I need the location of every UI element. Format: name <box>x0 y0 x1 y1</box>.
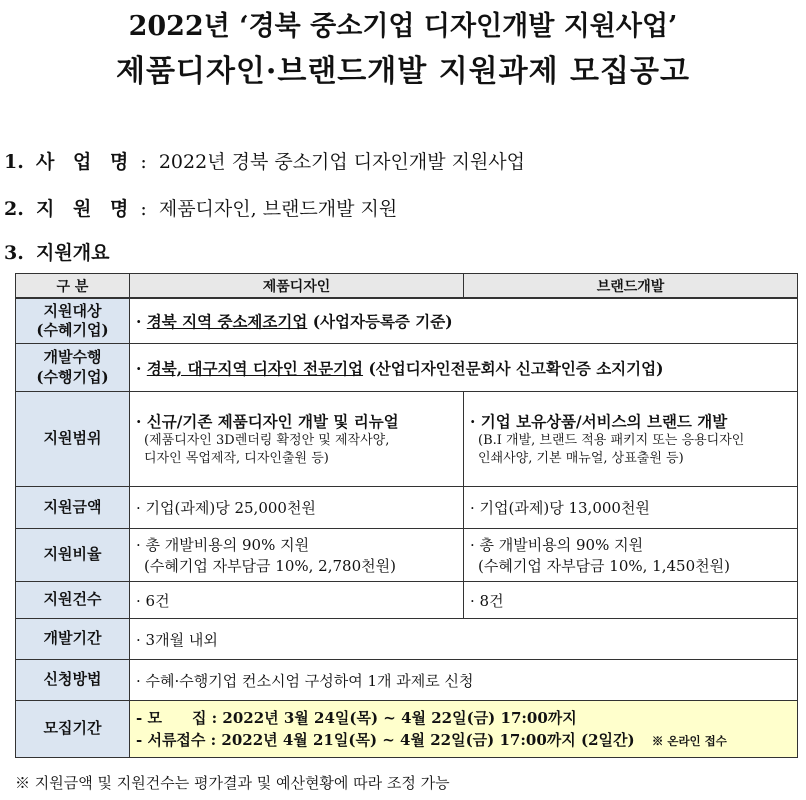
footnote: ※ 지원금액 및 지원건수는 평가결과 및 예산현황에 따라 조정 가능 <box>15 774 450 792</box>
item-overview <box>4 238 109 265</box>
table-row-scope <box>16 392 798 487</box>
scope-product: · 신규/기존 제품디자인 개발 및 리뉴얼 (제품디자인 3D렌더링 확정안 및 제작사양, 디자인 목업제작, 디자인출원 등) <box>130 392 464 487</box>
row-label: 지원대상 (수혜기업) <box>16 298 130 344</box>
overview-table <box>15 273 798 758</box>
item-number: 1. <box>4 151 24 173</box>
item-value: 제품디자인, 브랜드개발 지원 <box>158 198 398 220</box>
amount-product: · 기업(과제)당 25,000천원 <box>130 487 464 529</box>
row-label: 지원금액 <box>16 487 130 529</box>
ratio-product: · 총 개발비용의 90% 지원 (수혜기업 자부담금 10%, 2,780천원) <box>130 529 464 582</box>
count-brand: · 8건 <box>464 582 798 619</box>
recruit-value: - 모 집 : 2022년 3월 24일(목) ~ 4월 22일(금) 17:00까지 - 서류접수 : 2022년 4월 21일(목) ~ 4월 22일(금) 17:00까지 (2일간) ※ 온라인 접수 <box>130 701 798 758</box>
header-product-design: 제품디자인 <box>130 274 464 299</box>
table-row-ratio <box>16 529 798 582</box>
item-separator: : <box>140 198 147 220</box>
title-line-2: 제품디자인·브랜드개발 지원과제 모집공고 <box>116 54 690 89</box>
scope-brand: · 기업 보유상품/서비스의 브랜드 개발 (B.I 개발, 브랜드 적용 패키지 또는 응용디자인 인쇄사양, 기본 매뉴얼, 상표출원 등) <box>464 392 798 487</box>
title-line-1: 2022년 ‘경북 중소기업 디자인개발 지원사업’ <box>128 11 678 42</box>
item-label: 사 업 명 <box>36 151 135 173</box>
table-header-row <box>16 274 798 299</box>
method-value: · 수혜·수행기업 컨소시엄 구성하여 1개 과제로 신청 <box>130 660 798 701</box>
item-number: 2. <box>4 198 24 220</box>
item-business-name <box>4 147 525 174</box>
item-number: 3. <box>4 242 24 264</box>
header-category: 구 분 <box>16 274 130 299</box>
table-row-period <box>16 619 798 660</box>
online-note: ※ 온라인 접수 <box>651 734 727 748</box>
table-row-amount <box>16 487 798 529</box>
item-separator: : <box>140 151 147 173</box>
table-row-recruit <box>16 701 798 758</box>
item-value: 2022년 경북 중소기업 디자인개발 지원사업 <box>158 151 526 173</box>
row-label: 지원비율 <box>16 529 130 582</box>
period-value: · 3개월 내외 <box>130 619 798 660</box>
table-row-count <box>16 582 798 619</box>
row-label: 신청방법 <box>16 660 130 701</box>
count-product: · 6건 <box>130 582 464 619</box>
item-label: 지 원 명 <box>36 198 135 220</box>
row-label: 지원건수 <box>16 582 130 619</box>
row-label: 지원범위 <box>16 392 130 487</box>
row-label: 모집기간 <box>16 701 130 758</box>
row-label: 개발수행 (수행기업) <box>16 344 130 392</box>
table-row-method <box>16 660 798 701</box>
amount-brand: · 기업(과제)당 13,000천원 <box>464 487 798 529</box>
table-row-target <box>16 298 798 344</box>
item-support-name <box>4 194 397 221</box>
table-row-performer <box>16 344 798 392</box>
header-brand-dev: 브랜드개발 <box>464 274 798 299</box>
item-label: 지원개요 <box>36 242 110 264</box>
row-label: 개발기간 <box>16 619 130 660</box>
target-value: · 경북 지역 중소제조기업 (사업자등록증 기준) <box>130 298 798 344</box>
ratio-brand: · 총 개발비용의 90% 지원 (수혜기업 자부담금 10%, 1,450천원) <box>464 529 798 582</box>
performer-value: · 경북, 대구지역 디자인 전문기업 (산업디자인전문회사 신고확인증 소지기업) <box>130 344 798 392</box>
